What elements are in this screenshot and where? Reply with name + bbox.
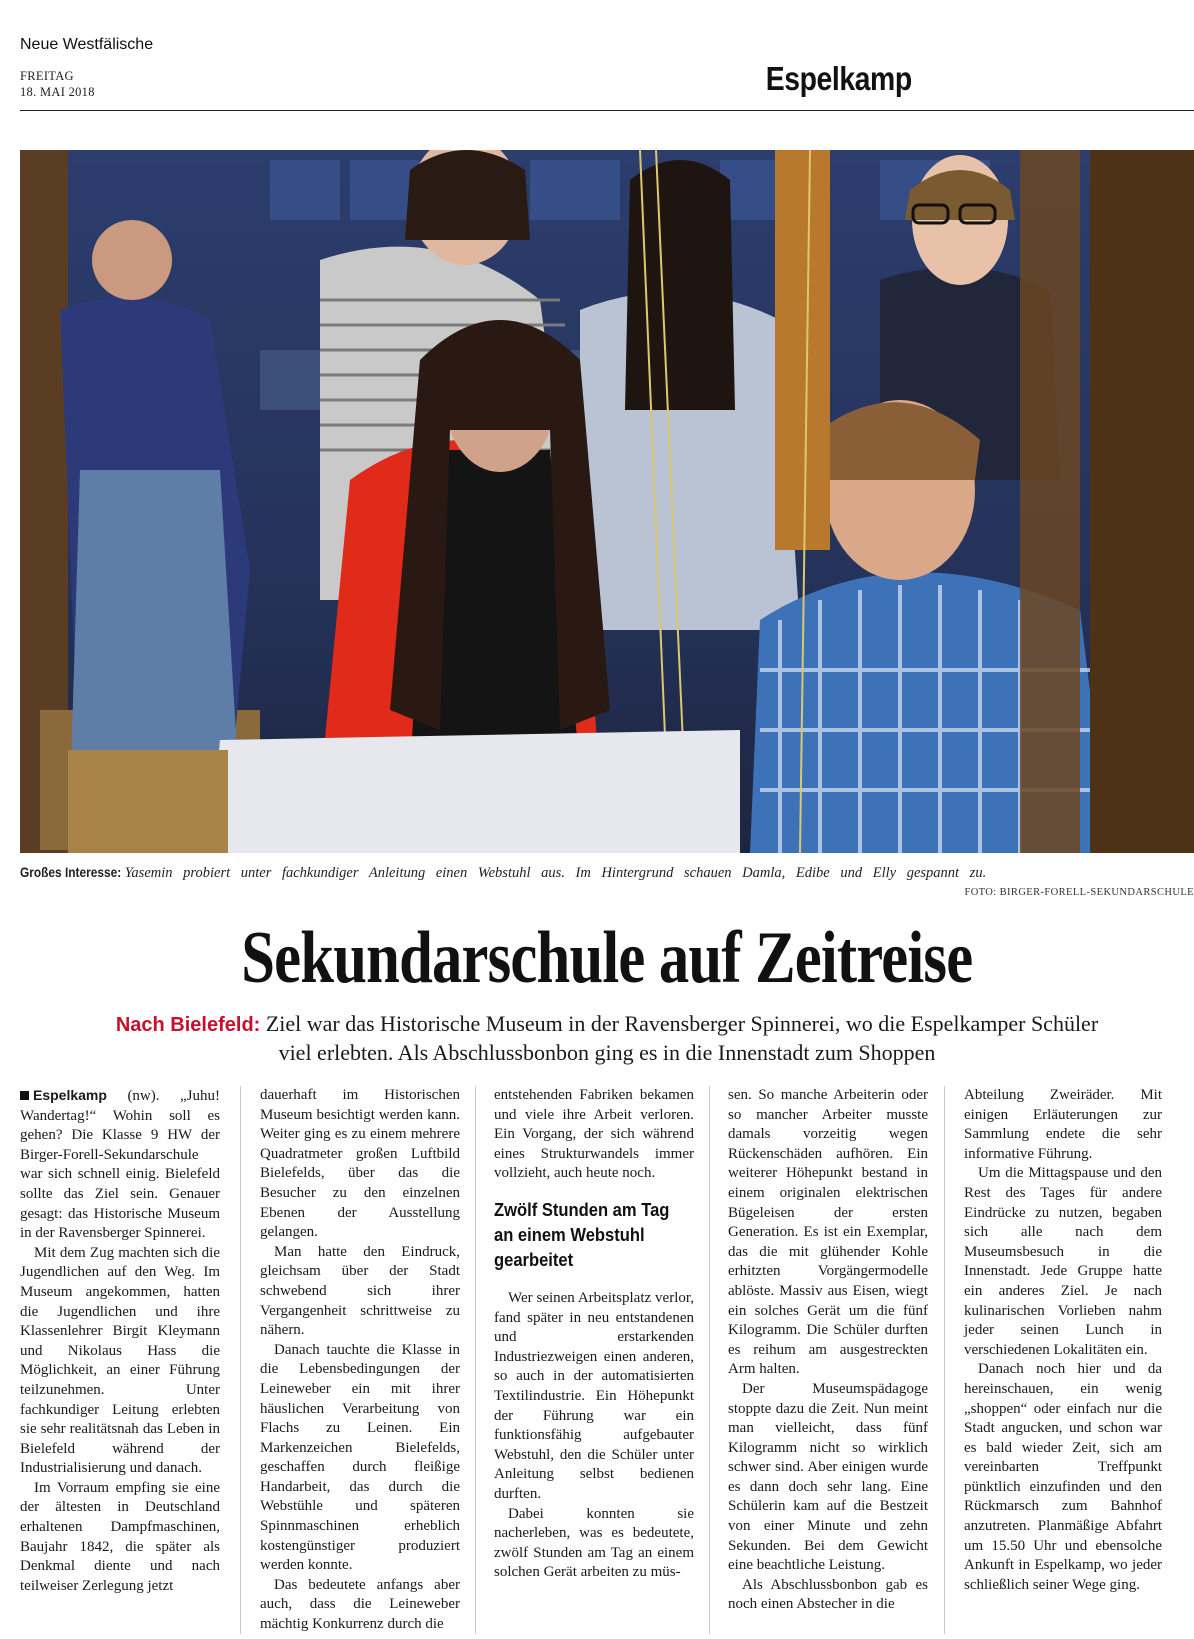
column-divider xyxy=(709,1086,710,1634)
article-column-3 xyxy=(494,1086,694,1583)
column-divider xyxy=(944,1086,945,1634)
article-column-4 xyxy=(728,1086,928,1615)
paragraph: Danach tauchte die Klasse in die Lebensbedingungen der Leineweber ein mit ihrer häuslichen Verarbeitung von Flachs zu Leinen. Ein Markenzeichen Bielefelds, geschaffen durch fleißige Handarbeit, das durch die Webstühle und späteren Spinnmaschinen erheblich kostengünstiger produziert werden konnte. xyxy=(260,1341,460,1574)
subhead-kicker: Nach Bielefeld: xyxy=(115,1014,261,1036)
article-subhead xyxy=(20,1010,1194,1067)
paragraph xyxy=(20,1086,220,1244)
article-column-5 xyxy=(964,1086,1162,1595)
paragraph: Mit dem Zug machten sich die Jugendlichen auf den Weg. Im Museum angekommen, hatten die Jugendlichen und ihre Klassenlehrer Birgit Kleymann und Nikolaus Hass die Möglichkeit, an einer Führung teilzunehmen. Unter fachkundiger Leitung erlebten sie sehr realitätsnah das Leben in Bielefeld während der Industrialisierung und danach. xyxy=(20,1244,220,1477)
paper-name: Neue Westfälische xyxy=(20,36,154,53)
paragraph-text: (nw). „Juhu! Wandertag!“ Wohin soll es gehen? Die Klasse 9 HW der Birger-Forell-Sekundarschule war sich schnell einig. Bielefeld sollte das Ziel sein. Genauer gesagt: das Historische Museum in der Ravensberger Spinnerei. xyxy=(20,1088,220,1242)
photo-credit: FOTO: BIRGER-FORELL-SEKUNDARSCHULE xyxy=(964,887,1194,898)
headline-text: Sekundarschule auf Zeitreise xyxy=(241,917,973,999)
caption-lead: Großes Interesse: xyxy=(20,864,122,880)
interhead: Zwölf Stunden am Tag an einem Webstuhl gearbeitet xyxy=(494,1199,670,1270)
column-divider xyxy=(475,1086,476,1634)
paragraph: Danach noch hier und da hereinschauen, ein wenig „shoppen“ oder einfach nur die Stadt angucken, und schon war es bald wieder Zeit, sich am vereinbarten Treffpunkt pünktlich einzufinden und den Rückmarsch zum Bahnhof anzutreten. Planmäßige Abfahrt um 15.50 Uhr und ebensolche Ankunft in Espelkamp, wo jeder schließlich seiner Wege ging. xyxy=(964,1361,1162,1593)
subhead-line-1: Ziel war das Historische Museum in der Ravensberger Spinnerei, wo die Espelkamper Schüler xyxy=(265,1011,1099,1036)
paragraph: Das bedeutete anfangs aber auch, dass die Leineweber mächtig Konkurrenz durch die xyxy=(260,1576,460,1633)
header-rule xyxy=(20,110,1194,111)
issue-day: FREITAG xyxy=(20,69,74,83)
paragraph: Im Vorraum empfing sie eine der ältesten in Deutschland erhaltenen Dampfmaschinen, Baujahr 1842, die später als Denkmal diente und nach teilweiser Zerlegung jetzt xyxy=(20,1479,220,1594)
issue-date: 18. MAI 2018 xyxy=(20,85,95,99)
paragraph: dauerhaft im Historischen Museum besichtigt werden kann. Weiter ging es zu einem mehrere Quadratmeter großen Luftbild Bielefelds, über das die Besucher zu den einzelnen Ebenen der Ausstellung gelangen. xyxy=(260,1087,460,1241)
article-headline xyxy=(20,916,1194,1001)
loom-photo-illustration xyxy=(20,150,1194,853)
section-title: Espelkamp xyxy=(766,60,912,97)
paragraph: Um die Mittagspause und den Rest des Tages für andere Eindrücke zu nutzen, begaben sich alle nach dem Museumsbesuch in die Innenstadt. Jede Gruppe hatte ein anderes Ziel. Je nach kulinarischen Vorlieben nahm jeder seinen Lunch in verschiedenen Lokalitäten ein. xyxy=(964,1165,1162,1358)
dateline: Espelkamp xyxy=(20,1087,107,1103)
article-column-1 xyxy=(20,1086,220,1596)
article-photo xyxy=(20,150,1194,853)
subhead-line-2: viel erlebten. Als Abschlussbonbon ging es in die Innenstadt zum Shoppen xyxy=(278,1040,936,1065)
paragraph: sen. So manche Arbeiterin oder so mancher Arbeiter musste damals vorzeitig wegen Rückenschäden aufhören. Ein weiterer Höhepunkt bestand in einem originalen elektrischen Bügeleisen der ersten Generation. Es ist ein Exemplar, das die mit glühender Kohle erhitzten Vorgängermodelle ablöste. Massiv aus Eisen, wiegt ein solches Gerät um die fünf Kilogramm. Die Schüler durften es reihum am ausgestreckten Arm halten. xyxy=(728,1087,928,1378)
paragraph: Wer seinen Arbeitsplatz verlor, fand später in neu entstandenen und erstarkenden Industriezweigen einen anderen, so auch in der automatisierten Textilindustrie. Ein Höhepunkt der Führung war ein funktionsfähig aufgebauter Webstuhl, den die Schüler unter Anleitung selbst bedienen durften. xyxy=(494,1289,694,1502)
column-divider xyxy=(240,1086,241,1634)
caption-text: Yasemin probiert unter fachkundiger Anleitung einen Webstuhl aus. Im Hintergrund schauen Damla, Edibe und Elly gespannt zu. xyxy=(124,865,987,881)
article-body xyxy=(20,1086,1194,1634)
paragraph: Als Abschlussbonbon gab es noch einen Abstecher in die xyxy=(728,1576,928,1613)
paragraph: entstehenden Fabriken bekamen und viele ihre Arbeit verloren. Ein Vorgang, der sich während eines Strukturwandels immer vollzieht, auch heute noch. xyxy=(494,1087,694,1182)
paragraph: Man hatte den Eindruck, gleichsam über der Stadt schwebend sich ihrer Vergangenheit schrittweise zu nähern. xyxy=(260,1243,460,1339)
article-column-2 xyxy=(260,1086,460,1635)
paragraph: Abteilung Zweiräder. Mit einigen Erläuterungen zur Sammlung endete die sehr informative Führung. xyxy=(964,1087,1162,1162)
photo-caption xyxy=(20,864,1194,882)
paragraph: Dabei konnten sie nacherleben, was es bedeutete, zwölf Stunden am Tag an einem solchen Gerät arbeiten zu müs- xyxy=(494,1505,694,1581)
paragraph: Der Museumspädagoge stoppte dazu die Zeit. Nun meint man vielleicht, dass fünf Kilogramm nicht so wirklich schwer sind. Aber einigen wurde es dann doch sehr lang. Eine Schülerin kam auf die Bestzeit von einer Minute und zehn Sekunden. Bei dem Gewicht eine beachtliche Leistung. xyxy=(728,1380,928,1574)
